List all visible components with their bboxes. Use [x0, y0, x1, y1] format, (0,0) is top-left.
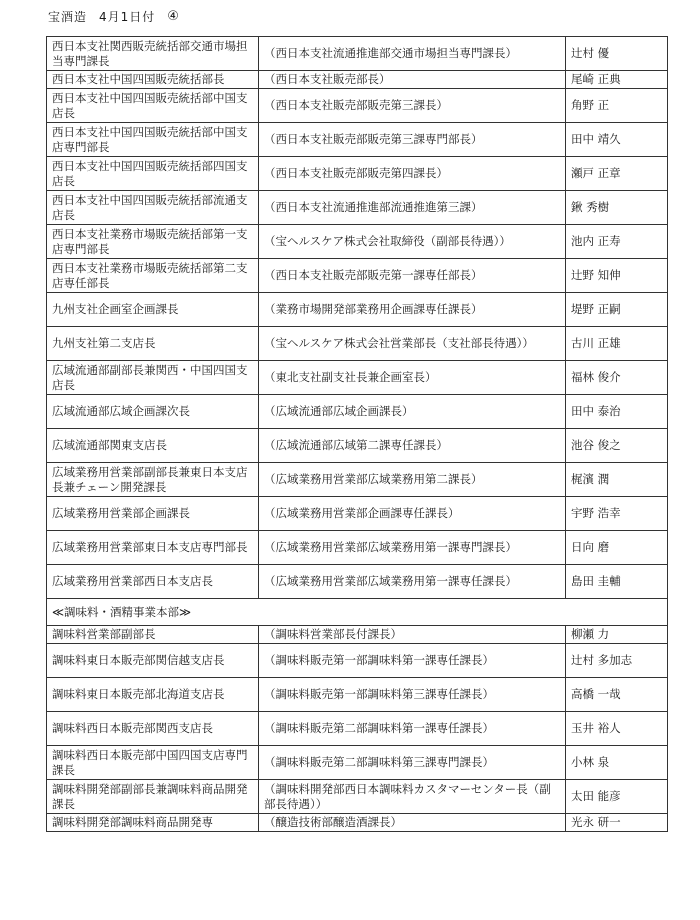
person-name-cell: 島田 圭輔 [566, 565, 668, 599]
table-row [47, 780, 668, 814]
table-row [47, 191, 668, 225]
new-position-cell: 西日本支社中国四国販売統括部四国支店長 [47, 157, 259, 191]
previous-position-cell: （醸造技術部醸造酒課長） [259, 814, 566, 832]
previous-position-cell: （調味料販売第一部調味料第三課専任課長） [259, 678, 566, 712]
previous-position-cell: （西日本支社流通推進部交通市場担当専門課長） [259, 37, 566, 71]
previous-position-cell: （西日本支社販売部長） [259, 71, 566, 89]
table-row [47, 157, 668, 191]
person-name-cell: 柳瀬 力 [566, 626, 668, 644]
person-name-cell: 辻野 知伸 [566, 259, 668, 293]
previous-position-cell: （広域業務用営業部広域業務用第二課長） [259, 463, 566, 497]
person-name-cell: 玉井 裕人 [566, 712, 668, 746]
table-row [47, 37, 668, 71]
new-position-cell: 調味料東日本販売部北海道支店長 [47, 678, 259, 712]
table-row [47, 293, 668, 327]
previous-position-cell: （調味料開発部西日本調味料カスタマーセンター長（副部長待遇）） [259, 780, 566, 814]
previous-position-cell: （広域業務用営業部広域業務用第一課専任課長） [259, 565, 566, 599]
person-name-cell: 宇野 浩幸 [566, 497, 668, 531]
person-name-cell: 太田 能彦 [566, 780, 668, 814]
table-row [47, 463, 668, 497]
person-name-cell: 福林 俊介 [566, 361, 668, 395]
previous-position-cell: （宝ヘルスケア株式会社取締役（副部長待遇）） [259, 225, 566, 259]
person-name-cell: 辻村 多加志 [566, 644, 668, 678]
previous-position-cell: （東北支社副支社長兼企画室長） [259, 361, 566, 395]
new-position-cell: 西日本支社中国四国販売統括部中国支店専門部長 [47, 123, 259, 157]
new-position-cell: 広域業務用営業部企画課長 [47, 497, 259, 531]
person-name-cell: 古川 正雄 [566, 327, 668, 361]
previous-position-cell: （西日本支社販売部販売第三課長） [259, 89, 566, 123]
person-name-cell: 堤野 正嗣 [566, 293, 668, 327]
person-name-cell: 田中 靖久 [566, 123, 668, 157]
previous-position-cell: （調味料営業部長付課長） [259, 626, 566, 644]
new-position-cell: 調味料東日本販売部関信越支店長 [47, 644, 259, 678]
person-name-cell: 日向 磨 [566, 531, 668, 565]
table-row [47, 531, 668, 565]
person-name-cell: 池谷 俊之 [566, 429, 668, 463]
new-position-cell: 調味料西日本販売部中国四国支店専門課長 [47, 746, 259, 780]
personnel-rows [47, 37, 668, 599]
table-row [47, 746, 668, 780]
table-row [47, 497, 668, 531]
new-position-cell: 西日本支社中国四国販売統括部流通支店長 [47, 191, 259, 225]
table-row [47, 814, 668, 832]
table-row [47, 678, 668, 712]
new-position-cell: 調味料開発部調味料商品開発専 [47, 814, 259, 832]
table-row [47, 71, 668, 89]
person-name-cell: 辻村 優 [566, 37, 668, 71]
new-position-cell: 調味料開発部副部長兼調味料商品開発課長 [47, 780, 259, 814]
new-position-cell: 西日本支社業務市場販売統括部第一支店専門部長 [47, 225, 259, 259]
new-position-cell: 広域業務用営業部副部長兼東日本支店長兼チェーン開発課長 [47, 463, 259, 497]
person-name-cell: 鍬 秀樹 [566, 191, 668, 225]
new-position-cell: 広域流通部副部長兼関西・中国四国支店長 [47, 361, 259, 395]
previous-position-cell: （西日本支社流通推進部流通推進第三課） [259, 191, 566, 225]
previous-position-cell: （西日本支社販売部販売第三課専門部長） [259, 123, 566, 157]
personnel-rows-seasoning [47, 626, 668, 832]
table-row [47, 644, 668, 678]
previous-position-cell: （調味料販売第一部調味料第一課専任課長） [259, 644, 566, 678]
person-name-cell: 小林 泉 [566, 746, 668, 780]
person-name-cell: 高橋 一哉 [566, 678, 668, 712]
person-name-cell: 尾崎 正典 [566, 71, 668, 89]
new-position-cell: 調味料西日本販売部関西支店長 [47, 712, 259, 746]
company-name: 宝酒造 [48, 10, 88, 24]
previous-position-cell: （宝ヘルスケア株式会社営業部長（支社部長待遇）） [259, 327, 566, 361]
person-name-cell: 角野 正 [566, 89, 668, 123]
section-row [47, 599, 668, 626]
previous-position-cell: （西日本支社販売部販売第四課長） [259, 157, 566, 191]
person-name-cell: 田中 泰治 [566, 395, 668, 429]
new-position-cell: 広域流通部関東支店長 [47, 429, 259, 463]
table-row [47, 327, 668, 361]
table-row [47, 565, 668, 599]
document-header [48, 8, 180, 25]
new-position-cell: 九州支社企画室企画課長 [47, 293, 259, 327]
previous-position-cell: （西日本支社販売部販売第一課専任部長） [259, 259, 566, 293]
new-position-cell: 西日本支社中国四国販売統括部長 [47, 71, 259, 89]
person-name-cell: 池内 正寿 [566, 225, 668, 259]
table-row [47, 259, 668, 293]
section-title: ≪調味料・酒精事業本部≫ [47, 599, 668, 626]
new-position-cell: 広域業務用営業部東日本支店専門部長 [47, 531, 259, 565]
previous-position-cell: （広域業務用営業部広域業務用第一課専門課長） [259, 531, 566, 565]
previous-position-cell: （広域業務用営業部企画課専任課長） [259, 497, 566, 531]
previous-position-cell: （広域流通部広域第二課専任課長） [259, 429, 566, 463]
new-position-cell: 西日本支社業務市場販売統括部第二支店専任部長 [47, 259, 259, 293]
previous-position-cell: （調味料販売第二部調味料第三課専門課長） [259, 746, 566, 780]
new-position-cell: 九州支社第二支店長 [47, 327, 259, 361]
person-name-cell: 光永 研一 [566, 814, 668, 832]
table-row [47, 89, 668, 123]
new-position-cell: 調味料営業部副部長 [47, 626, 259, 644]
previous-position-cell: （広域流通部広域企画課長） [259, 395, 566, 429]
table-row [47, 395, 668, 429]
table-row [47, 361, 668, 395]
person-name-cell: 瀬戸 正章 [566, 157, 668, 191]
new-position-cell: 西日本支社関西販売統括部交通市場担当専門課長 [47, 37, 259, 71]
page-number-mark: ④ [167, 9, 180, 24]
new-position-cell: 広域業務用営業部西日本支店長 [47, 565, 259, 599]
new-position-cell: 西日本支社中国四国販売統括部中国支店長 [47, 89, 259, 123]
person-name-cell: 梶濱 潤 [566, 463, 668, 497]
previous-position-cell: （調味料販売第二部調味料第一課専任課長） [259, 712, 566, 746]
previous-position-cell: （業務市場開発部業務用企画課専任課長） [259, 293, 566, 327]
personnel-table [46, 36, 668, 832]
table-row [47, 225, 668, 259]
table-row [47, 429, 668, 463]
table-row [47, 626, 668, 644]
new-position-cell: 広域流通部広域企画課次長 [47, 395, 259, 429]
effective-date: 4月1日付 [99, 10, 156, 24]
table-row [47, 123, 668, 157]
table-row [47, 712, 668, 746]
